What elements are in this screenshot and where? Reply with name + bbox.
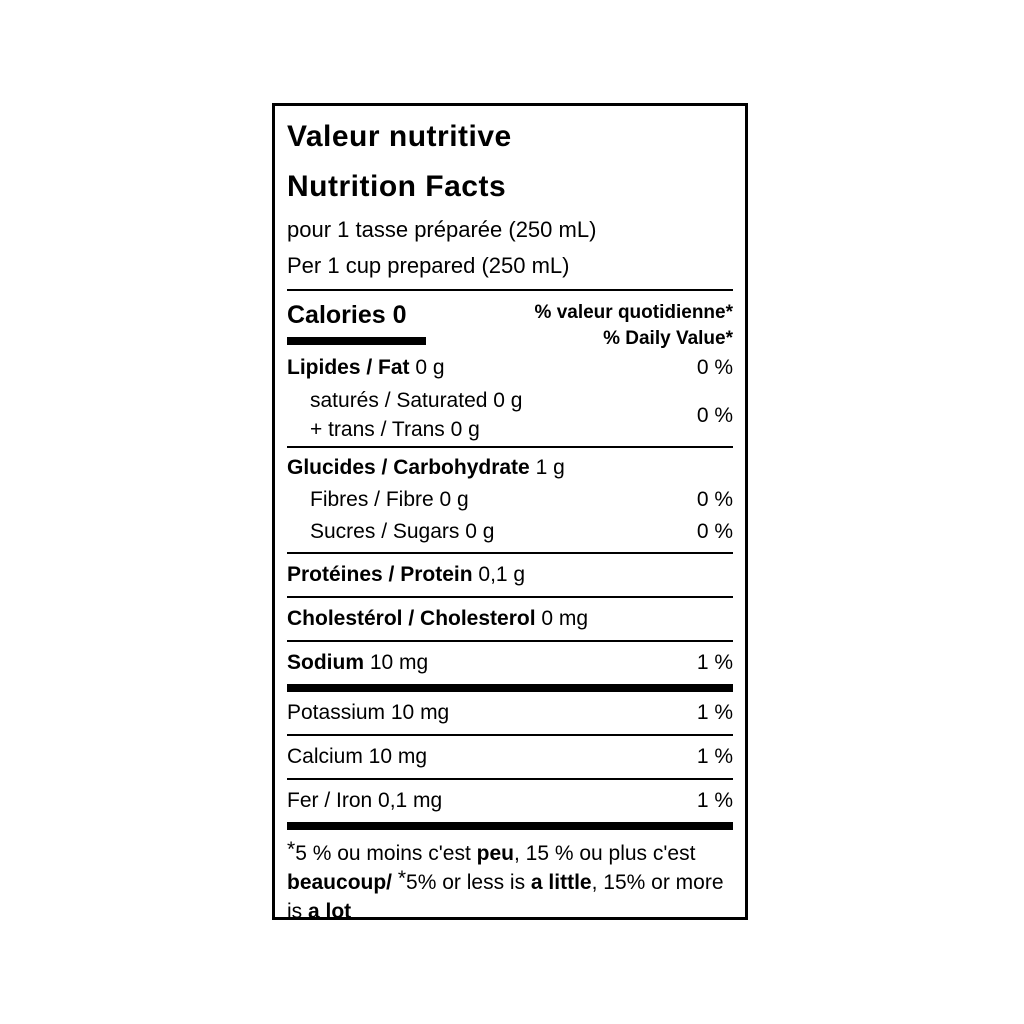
footnote-l3-a: is <box>287 900 308 920</box>
footnote-l1-c: , 15 % ou plus c'est <box>513 842 696 865</box>
row-potassium-dv: 1 % <box>696 701 733 724</box>
row-sodium-name <box>287 649 428 677</box>
row-carbohydrate <box>287 448 733 484</box>
row-iron-dv: 1 % <box>696 789 733 812</box>
header-divider <box>287 289 733 291</box>
footnote-asterisk-fr: * <box>287 838 296 861</box>
footnote-line-1 <box>287 839 733 868</box>
daily-value-header-english: % Daily Value* <box>603 328 733 349</box>
row-potassium-name: Potassium 10 mg <box>287 701 450 724</box>
calories-block <box>287 300 426 352</box>
footnote-peu: peu <box>476 842 514 865</box>
row-fat <box>287 352 733 384</box>
daily-value-footnote <box>287 839 733 920</box>
protein-name: Protéines / Protein <box>287 563 473 586</box>
footnote-asterisk-en: * <box>397 867 407 890</box>
row-sugars <box>287 516 733 552</box>
row-cholesterol <box>287 598 733 640</box>
daily-value-header-french: % valeur quotidienne* <box>534 302 733 323</box>
calories-value: 0 <box>392 301 407 329</box>
footnote-l2-c: 5% or less is <box>406 871 531 894</box>
calories-underline-bar <box>287 337 426 345</box>
carbohydrate-amount: 1 g <box>535 456 565 479</box>
footnote-beaucoup: beaucoup/ <box>287 871 393 894</box>
calories-section <box>287 300 733 352</box>
footnote-l1-a: 5 % ou moins c'est <box>295 842 477 865</box>
cholesterol-name: Cholestérol / Cholesterol <box>287 607 536 630</box>
label-title-french: Valeur nutritive <box>287 120 512 153</box>
sodium-amount: 10 mg <box>369 651 429 674</box>
footnote-line-2 <box>287 868 733 897</box>
footnote-a-lot: a lot <box>308 900 352 920</box>
fat-amount: 0 g <box>415 356 445 379</box>
row-calcium-dv: 1 % <box>696 745 733 768</box>
calories-line <box>287 300 426 330</box>
trans-line: + trans / Trans 0 g <box>310 418 480 441</box>
serving-size-french: pour 1 tasse préparée (250 mL) <box>287 217 597 242</box>
row-carbohydrate-name <box>287 454 565 482</box>
row-fibre-dv: 0 % <box>696 488 733 511</box>
saturated-trans-lines <box>287 386 522 444</box>
fat-name: Lipides / Fat <box>287 356 410 379</box>
saturated-line: saturés / Saturated 0 g <box>310 389 523 412</box>
row-cholesterol-name <box>287 605 588 633</box>
calories-label: Calories <box>287 301 386 329</box>
row-calcium <box>287 736 733 778</box>
row-protein-name <box>287 561 525 589</box>
row-sugars-name: Sucres / Sugars 0 g <box>310 520 495 543</box>
row-fat-name <box>287 354 445 382</box>
row-protein <box>287 554 733 596</box>
row-potassium <box>287 692 733 734</box>
carbohydrate-name: Glucides / Carbohydrate <box>287 456 530 479</box>
row-saturated-trans <box>287 384 733 446</box>
sodium-name: Sodium <box>287 651 364 674</box>
label-title-english: Nutrition Facts <box>287 170 507 203</box>
row-sodium <box>287 642 733 684</box>
row-sugars-dv: 0 % <box>696 520 733 543</box>
iron-thick-bar <box>287 822 733 830</box>
nutrition-facts-label <box>272 103 748 920</box>
sodium-thick-bar <box>287 684 733 692</box>
row-saturated-trans-dv: 0 % <box>696 403 733 427</box>
daily-value-header <box>535 300 733 352</box>
footnote-l2-e: , 15% or more <box>591 871 724 894</box>
footnote-line-3 <box>287 897 733 920</box>
serving-size-english: Per 1 cup prepared (250 mL) <box>287 253 570 278</box>
row-calcium-name: Calcium 10 mg <box>287 745 428 768</box>
row-fibre-name: Fibres / Fibre 0 g <box>310 488 469 511</box>
cholesterol-amount: 0 mg <box>541 607 589 630</box>
row-fat-dv: 0 % <box>696 356 733 379</box>
row-fibre <box>287 484 733 516</box>
row-sodium-dv: 1 % <box>696 651 733 674</box>
footnote-a-little: a little <box>530 871 592 894</box>
row-iron <box>287 780 733 822</box>
row-iron-name: Fer / Iron 0,1 mg <box>287 789 443 812</box>
protein-amount: 0,1 g <box>478 563 526 586</box>
